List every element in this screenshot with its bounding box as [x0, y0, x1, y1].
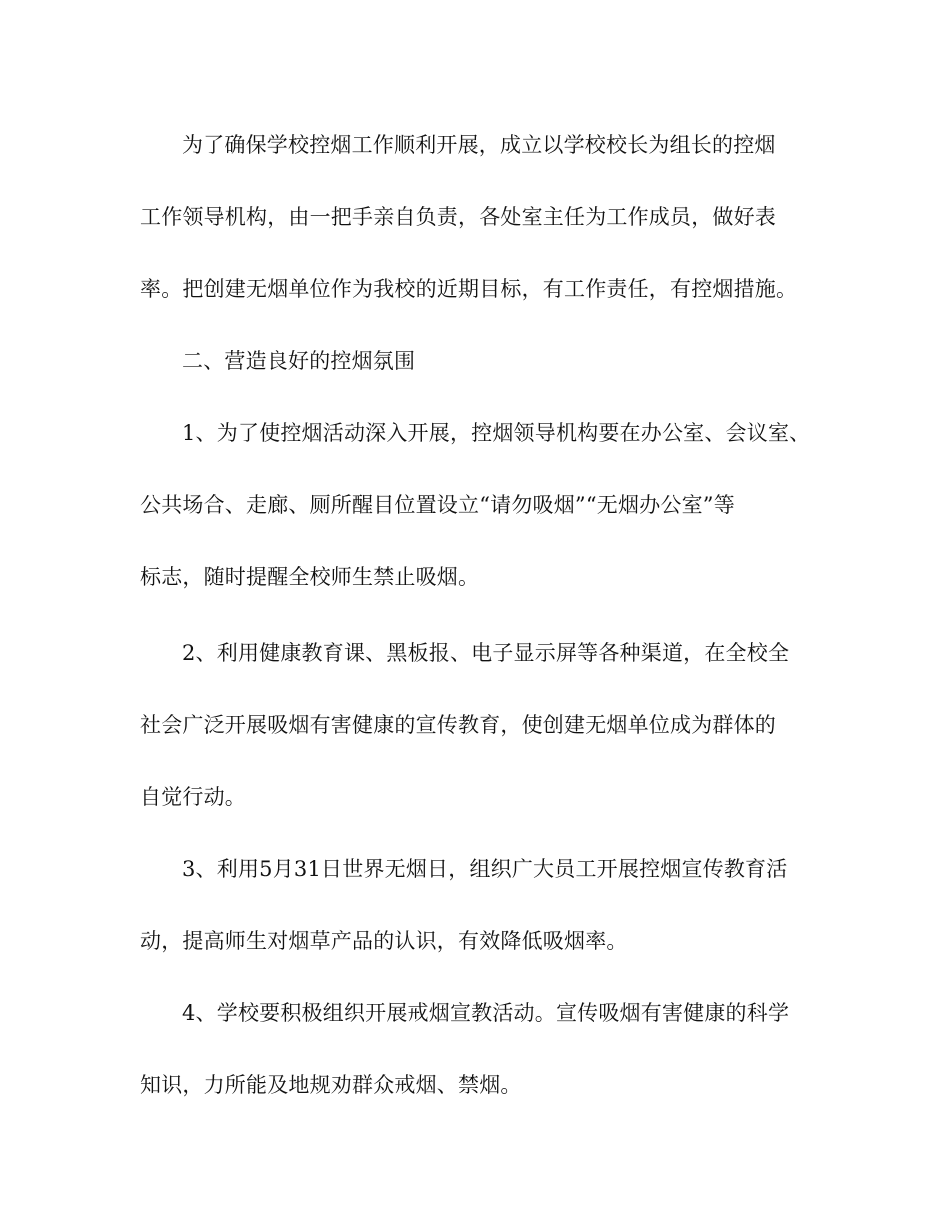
- text-line: 3、利用5月31日世界无烟日，组织广大员工开展控烟宣传教育活: [182, 857, 788, 881]
- section-heading: 二、营造良好的控烟氛围: [182, 349, 416, 373]
- text-line: 工作领导机构，由一把手亲自负责，各处室主任为工作成员，做好表: [140, 205, 776, 229]
- text-line: 社会广泛开展吸烟有害健康的宣传教育，使创建无烟单位成为群体的: [140, 713, 776, 737]
- text-line: 自觉行动。: [140, 785, 246, 809]
- text-line: 动，提高师生对烟草产品的认识，有效降低吸烟率。: [140, 929, 628, 953]
- text-line: 知识，力所能及地规劝群众戒烟、禁烟。: [140, 1073, 522, 1097]
- text-line: 4、学校要积极组织开展戒烟宣教活动。宣传吸烟有害健康的科学: [182, 1001, 790, 1025]
- text-line: 率。把创建无烟单位作为我校的近期目标，有工作责任，有控烟措施。: [140, 277, 798, 301]
- text-line: 2、利用健康教育课、黑板报、电子显示屏等各种渠道，在全校全: [182, 641, 790, 665]
- text-line: 1、为了使控烟活动深入开展，控烟领导机构要在办公室、会议室、: [182, 421, 811, 445]
- text-line: 为了确保学校控烟工作顺利开展，成立以学校校长为组长的控烟: [182, 133, 776, 157]
- text-line: 标志，随时提醒全校师生禁止吸烟。: [140, 565, 480, 589]
- text-line: 公共场合、走廊、厕所醒目位置设立“请勿吸烟”“无烟办公室”等: [140, 493, 735, 517]
